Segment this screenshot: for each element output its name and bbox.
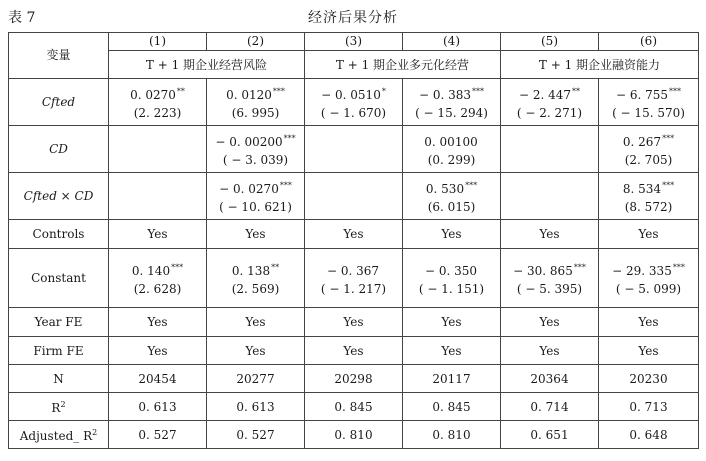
estimate-cell xyxy=(305,79,403,126)
value-cell: Yes xyxy=(305,337,403,365)
estimate-cell xyxy=(501,79,599,126)
estimate-cell xyxy=(403,173,501,220)
value-cell: Yes xyxy=(599,308,699,337)
coefficient-value: − 29. 335 xyxy=(612,263,672,278)
estimate-cell xyxy=(599,249,699,308)
row-label: Constant xyxy=(9,249,109,308)
table-number: 表 7 xyxy=(8,10,36,26)
significance-stars: ** xyxy=(572,86,581,96)
significance-stars: *** xyxy=(662,133,675,143)
t-statistic: (6. 015) xyxy=(427,199,476,214)
coefficient xyxy=(501,259,598,280)
value-cell: 20117 xyxy=(403,365,501,393)
value-cell: Yes xyxy=(501,337,599,365)
estimate-cell xyxy=(599,79,699,126)
row-label: N xyxy=(9,365,109,393)
coefficient-value: 0. 530 xyxy=(425,181,465,196)
value-cell: 0. 651 xyxy=(501,421,599,449)
column-number: (6) xyxy=(599,33,699,51)
coefficient xyxy=(599,177,698,198)
t-statistic: ( − 5. 099) xyxy=(615,281,682,296)
t-statistic: (6. 995) xyxy=(231,105,280,120)
estimate-cell xyxy=(599,126,699,173)
value-cell: 0. 613 xyxy=(207,393,305,421)
coefficient xyxy=(501,83,598,104)
estimate-cell xyxy=(109,249,207,308)
coefficient-value: − 0. 350 xyxy=(424,263,478,278)
value-cell: Yes xyxy=(501,308,599,337)
coefficient xyxy=(207,130,304,151)
estimate-cell xyxy=(207,173,305,220)
value-cell: Yes xyxy=(207,337,305,365)
value-cell: Yes xyxy=(305,220,403,249)
superscript: 2 xyxy=(60,400,66,409)
coefficient-value: 0. 138 xyxy=(231,263,271,278)
table-row xyxy=(9,173,699,220)
coefficient xyxy=(501,186,598,207)
estimate-cell xyxy=(207,79,305,126)
t-statistic: ( − 15. 294) xyxy=(415,105,488,120)
t-statistic: (2. 628) xyxy=(133,281,182,296)
column-number: (4) xyxy=(403,33,501,51)
significance-stars: *** xyxy=(272,86,285,96)
value-cell: Yes xyxy=(501,220,599,249)
coefficient-value: 0. 0120 xyxy=(226,87,272,102)
estimate-cell xyxy=(207,126,305,173)
table-row xyxy=(9,393,699,421)
table-row xyxy=(9,249,699,308)
column-number: (1) xyxy=(109,33,207,51)
superscript: 2 xyxy=(92,428,98,437)
table-row xyxy=(9,220,699,249)
table-caption xyxy=(0,0,706,30)
coefficient xyxy=(403,259,500,280)
coefficient-value: − 0. 367 xyxy=(326,263,380,278)
coefficient xyxy=(599,259,698,280)
value-cell: Yes xyxy=(305,308,403,337)
table-row xyxy=(9,337,699,365)
estimate-cell xyxy=(403,249,501,308)
t-statistic: ( − 15. 570) xyxy=(612,105,685,120)
estimate-cell xyxy=(501,249,599,308)
coefficient xyxy=(305,139,402,160)
significance-stars: *** xyxy=(573,262,586,272)
significance-stars: *** xyxy=(472,86,485,96)
t-statistic: ( − 1. 670) xyxy=(320,105,387,120)
value-cell: Yes xyxy=(403,220,501,249)
estimate-cell xyxy=(305,249,403,308)
t-statistic: ( − 5. 395) xyxy=(516,281,583,296)
value-cell: 0. 527 xyxy=(109,421,207,449)
column-number: (3) xyxy=(305,33,403,51)
value-cell: Yes xyxy=(207,308,305,337)
coefficient xyxy=(599,83,698,104)
regression-table xyxy=(8,32,699,449)
significance-stars: *** xyxy=(283,133,296,143)
row-label: Cfted xyxy=(9,79,109,126)
value-cell: 20364 xyxy=(501,365,599,393)
estimate-cell xyxy=(109,173,207,220)
value-cell: 20454 xyxy=(109,365,207,393)
estimate-cell xyxy=(207,249,305,308)
coefficient-value: 8. 534 xyxy=(622,181,662,196)
value-cell: 0. 527 xyxy=(207,421,305,449)
group-header: T + 1 期企业融资能力 xyxy=(501,51,699,79)
t-statistic: ( − 10. 621) xyxy=(219,199,292,214)
significance-stars: *** xyxy=(672,262,685,272)
coefficient-value: − 0. 0270 xyxy=(219,181,279,196)
value-cell: Yes xyxy=(109,337,207,365)
coefficient-value: − 0. 0510 xyxy=(321,87,381,102)
coefficient-value: 0. 0270 xyxy=(130,87,176,102)
table-row xyxy=(9,365,699,393)
coefficient xyxy=(207,177,304,198)
significance-stars: *** xyxy=(662,180,675,190)
coefficient-value: − 6. 755 xyxy=(615,87,669,102)
coefficient xyxy=(305,186,402,207)
value-cell: 0. 713 xyxy=(599,393,699,421)
coefficient xyxy=(207,83,304,104)
column-number: (5) xyxy=(501,33,599,51)
t-statistic: ( − 2. 271) xyxy=(516,105,583,120)
estimate-cell xyxy=(599,173,699,220)
estimate-cell xyxy=(109,79,207,126)
coefficient xyxy=(109,186,206,207)
coefficient-value: − 0. 383 xyxy=(418,87,472,102)
coefficient xyxy=(109,139,206,160)
group-header: T + 1 期企业经营风险 xyxy=(109,51,305,79)
value-cell: 0. 845 xyxy=(305,393,403,421)
coefficient-value: 0. 140 xyxy=(131,263,171,278)
t-statistic: ( − 1. 151) xyxy=(418,281,485,296)
significance-stars: *** xyxy=(171,262,184,272)
value-cell: 20230 xyxy=(599,365,699,393)
group-header: T + 1 期企业多元化经营 xyxy=(305,51,501,79)
value-cell: Yes xyxy=(109,308,207,337)
coefficient xyxy=(305,83,402,104)
row-label xyxy=(9,421,109,449)
coefficient-value: − 2. 447 xyxy=(518,87,572,102)
value-cell: 0. 648 xyxy=(599,421,699,449)
row-label: CD xyxy=(9,126,109,173)
variable-header: 变量 xyxy=(9,33,109,79)
estimate-cell xyxy=(501,173,599,220)
estimate-cell xyxy=(501,126,599,173)
coefficient xyxy=(305,259,402,280)
row-label: Firm FE xyxy=(9,337,109,365)
table-row xyxy=(9,126,699,173)
significance-stars: *** xyxy=(669,86,682,96)
coefficient xyxy=(599,130,698,151)
coefficient-value: − 30. 865 xyxy=(513,263,573,278)
table-title: 经济后果分析 xyxy=(308,10,398,26)
t-statistic: (8. 572) xyxy=(624,199,673,214)
estimate-cell xyxy=(403,126,501,173)
row-label: Cfted × CD xyxy=(9,173,109,220)
t-statistic: ( − 1. 217) xyxy=(320,281,387,296)
value-cell: 0. 845 xyxy=(403,393,501,421)
value-cell: Yes xyxy=(599,220,699,249)
value-cell: 0. 714 xyxy=(501,393,599,421)
t-statistic: (0. 299) xyxy=(427,152,476,167)
coefficient xyxy=(109,83,206,104)
value-cell: 0. 810 xyxy=(305,421,403,449)
significance-stars: ** xyxy=(176,86,185,96)
t-statistic: (2. 223) xyxy=(133,105,182,120)
coefficient xyxy=(403,177,500,198)
value-cell: 0. 810 xyxy=(403,421,501,449)
table-row xyxy=(9,79,699,126)
column-number-row xyxy=(9,33,699,51)
t-statistic: (2. 705) xyxy=(624,152,673,167)
column-number: (2) xyxy=(207,33,305,51)
group-header-row xyxy=(9,51,699,79)
significance-stars: *** xyxy=(465,180,478,190)
significance-stars: ** xyxy=(271,262,280,272)
significance-stars: *** xyxy=(279,180,292,190)
row-label xyxy=(9,393,109,421)
estimate-cell xyxy=(109,126,207,173)
estimate-cell xyxy=(403,79,501,126)
r2-label: R xyxy=(51,401,61,415)
significance-stars: * xyxy=(381,86,386,96)
coefficient xyxy=(403,130,500,151)
coefficient-value: 0. 00100 xyxy=(424,134,478,149)
estimate-cell xyxy=(305,173,403,220)
value-cell: Yes xyxy=(109,220,207,249)
value-cell: Yes xyxy=(207,220,305,249)
value-cell: 20277 xyxy=(207,365,305,393)
coefficient xyxy=(501,139,598,160)
value-cell: 20298 xyxy=(305,365,403,393)
table-row xyxy=(9,421,699,449)
adj-r2-label: Adjusted_ R xyxy=(19,429,93,443)
value-cell: Yes xyxy=(599,337,699,365)
row-label: Year FE xyxy=(9,308,109,337)
estimate-cell xyxy=(305,126,403,173)
t-statistic: (2. 569) xyxy=(231,281,280,296)
coefficient xyxy=(109,259,206,280)
table-row xyxy=(9,308,699,337)
coefficient-value: − 0. 00200 xyxy=(215,134,283,149)
coefficient xyxy=(403,83,500,104)
value-cell: Yes xyxy=(403,308,501,337)
t-statistic: ( − 3. 039) xyxy=(222,152,289,167)
row-label: Controls xyxy=(9,220,109,249)
value-cell: 0. 613 xyxy=(109,393,207,421)
coefficient xyxy=(207,259,304,280)
coefficient-value: 0. 267 xyxy=(622,134,662,149)
value-cell: Yes xyxy=(403,337,501,365)
